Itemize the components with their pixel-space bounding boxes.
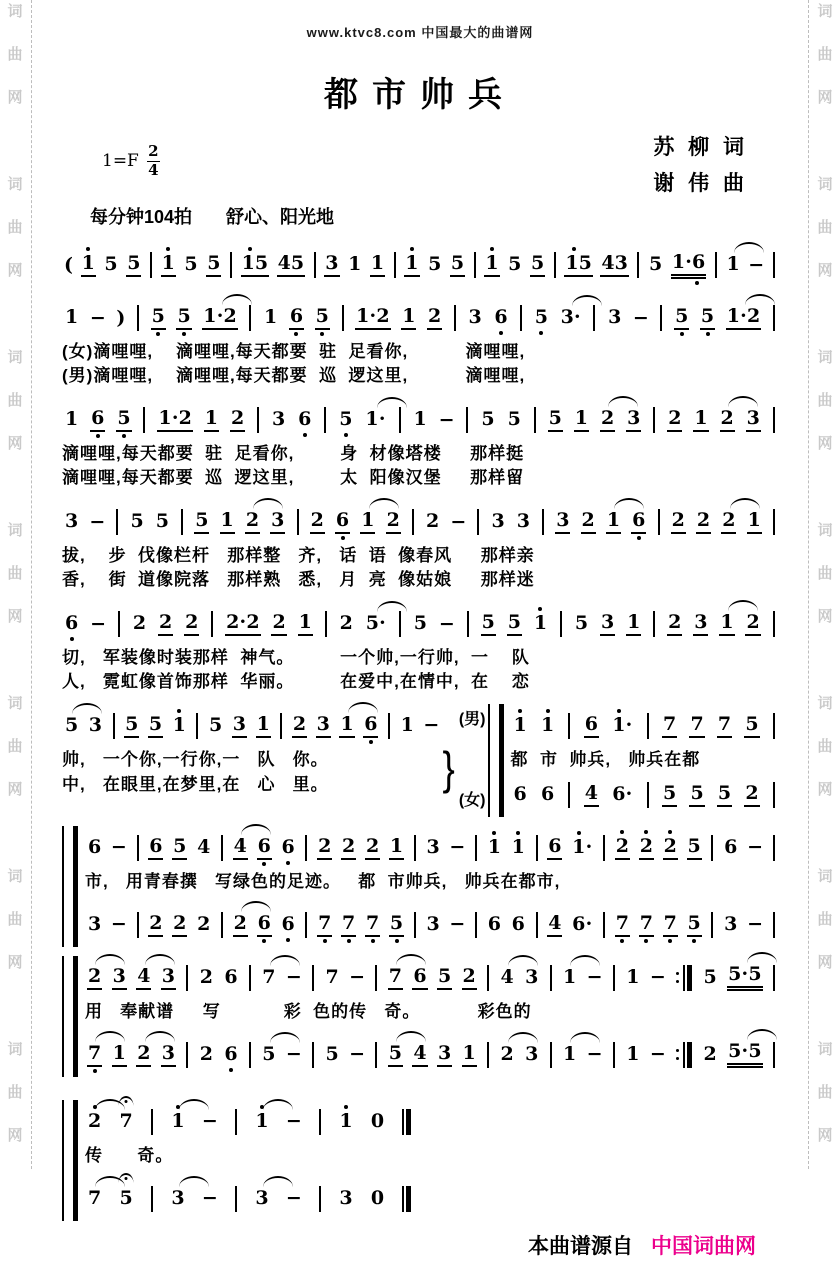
male-voice-label: (男) [458, 710, 486, 728]
lyric-line: 都 市 帅兵, 帅兵在都 [510, 749, 701, 769]
notation-line-upper: 2 7 1 − 1 − 1 0 [85, 1100, 414, 1144]
song-title: 都市帅兵 [324, 76, 516, 114]
notation-line: 3 − 5 5 5 1 2 3 2 6 1 2 2 − 3 3 3 2 1 6 2 2 2 1 [62, 500, 778, 544]
notation-line-upper: 6 − 6 5 4 4 6 6 2 2 2 1 3 − 1 1 6 1 · 2 2 2 5 6 − [85, 826, 778, 870]
composer-credit: 谢 伟 曲 [653, 171, 748, 195]
system-bracket [62, 956, 78, 1077]
lyric-line-male: 人, 霓虹像首饰那样 华丽。 在爱中,在情中, 在 恋 [62, 671, 530, 691]
lyric-line-male: 中, 在眼里,在梦里,在 心 里。 [62, 774, 329, 794]
system-bracket [62, 1100, 78, 1221]
system-verse-4 [62, 602, 778, 695]
credits [653, 130, 748, 201]
lyric-line: 传 奇。 [85, 1145, 174, 1165]
bridge-left [62, 704, 441, 798]
lyric-line: 市, 用青春撰 写绿色的足迹。 都 市帅兵, 帅兵在都市, [85, 871, 561, 891]
notation-line: 1 6 5 1 · 2 1 2 3 6 5 1 · 1 − 5 5 5 1 2 3 2 1 2 3 [62, 398, 778, 442]
notation-line-lower: 3 − 2 2 2 2 6 6 7 7 7 5 3 − 6 6 4 6 · 7 7 7 5 3 − [85, 903, 778, 947]
meter-numerator: 2 [148, 142, 159, 160]
voice-labels [459, 706, 486, 810]
lyric-line-male: 香, 街 道像院落 那样熟 悉, 月 亮 像姑娘 那样迷 [62, 570, 535, 590]
system-bracket [62, 826, 78, 947]
lyricist-credit: 苏 柳 词 [653, 136, 748, 159]
system-chorus-1 [62, 826, 778, 947]
notation-line-lower: 7 5 3 − 3 − 3 0 [85, 1177, 414, 1221]
right-side-watermark: 词 曲 网 词 曲 网 词 曲 网 词 曲 网 词 曲 网 词 曲 网 词 曲 网 [817, 3, 833, 1144]
tempo-row [90, 203, 778, 229]
notation-line: 6 − 2 2 2 2 · 2 2 1 2 5 · 5 − 5 5 1 5 3 1 2 3 1 2 [62, 602, 778, 646]
meter-denominator: 4 [148, 160, 159, 179]
lyric-line: 用 奉献谱 写 彩 色的传 奇。 彩色的 [85, 1001, 532, 1021]
key-signature [102, 144, 160, 179]
notation-line: 1 − ) 5 5 1 · 2 1 6 5 1 · 2 1 2 3 6 5 3 · 3 − 5 5 1 · 2 [62, 296, 778, 340]
footer-brand-link[interactable]: 中国词曲网 [651, 1234, 756, 1258]
notation-area [62, 243, 778, 1229]
score-content [62, 0, 778, 1286]
key-label: 1=F [102, 151, 139, 172]
lyric-line-female: (女)滴哩哩, 滴哩哩,每天都要 驻 足看你, 滴哩哩, [62, 342, 526, 362]
system-verse-3 [62, 500, 778, 593]
system-verse-2 [62, 398, 778, 491]
score-header [62, 130, 778, 201]
mood-marking: 舒心、阳光地 [226, 207, 335, 228]
notation-line-upper: 1 1 6 1 · 7 7 7 5 [511, 704, 778, 748]
bridge-right-duet [511, 704, 778, 817]
system-ending [62, 1100, 778, 1221]
lyric-line-male: 滴哩哩,每天都要 巡 逻这里, 太 阳像汉堡 那样留 [62, 468, 525, 488]
female-voice-label: (女) [458, 791, 486, 809]
time-signature [147, 144, 160, 179]
notation-line-lower: 6 6 4 6 · 5 5 5 2 [511, 773, 778, 817]
footer [62, 1230, 778, 1286]
system-verse-1 [62, 296, 778, 389]
lyric-line-female: 帅, 一个你,一行你,一 队 你。 [62, 749, 329, 769]
system-bridge [62, 704, 778, 817]
left-dashed-line [31, 0, 32, 1169]
notation-line: 5 3 5 5 1 5 3 1 2 3 1 6 1 − [62, 704, 441, 748]
lyric-line-female: 滴哩哩,每天都要 驻 足看你, 身 材像塔楼 那样挺 [62, 444, 525, 464]
right-dashed-line [808, 0, 809, 1169]
notation-line-upper: 2 3 4 3 2 6 7 − 7 − 7 6 5 2 4 3 1 − 1 − 5 5 · 5 [85, 956, 778, 1000]
notation-line-lower: 7 1 2 3 2 6 5 − 5 − 5 4 3 1 2 3 1 − 1 − 2 5 · 5 [85, 1033, 778, 1077]
lyric-line-male: (男)滴哩哩, 滴哩哩,每天都要 巡 逻这里, 滴哩哩, [62, 366, 526, 386]
lyric-line-female: 切, 军装像时装那样 神气。 一个帅,一行帅, 一 队 [62, 648, 530, 667]
lyric-brace: } [443, 741, 456, 794]
system-intro [62, 243, 778, 287]
left-side-watermark: 词 曲 网 词 曲 网 词 曲 网 词 曲 网 词 曲 网 词 曲 网 词 曲 网 [7, 3, 23, 1144]
site-watermark: www.ktvc8.com 中国最大的曲谱网 [306, 25, 534, 40]
system-bracket [488, 704, 504, 817]
tempo-marking: 每分钟104拍 [90, 207, 193, 228]
notation-line: ( 1 5 5 1 5 5 1 5 4 5 3 1 1 1 5 5 1 5 5 1 5 4 3 5 1 · 6 1 − [62, 243, 778, 287]
lyric-line-female: 拔, 步 伐像栏杆 那样整 齐, 话 语 像春风 那样亲 [62, 546, 535, 566]
footer-source-label: 本曲谱源自 [528, 1234, 633, 1258]
system-chorus-2 [62, 956, 778, 1077]
